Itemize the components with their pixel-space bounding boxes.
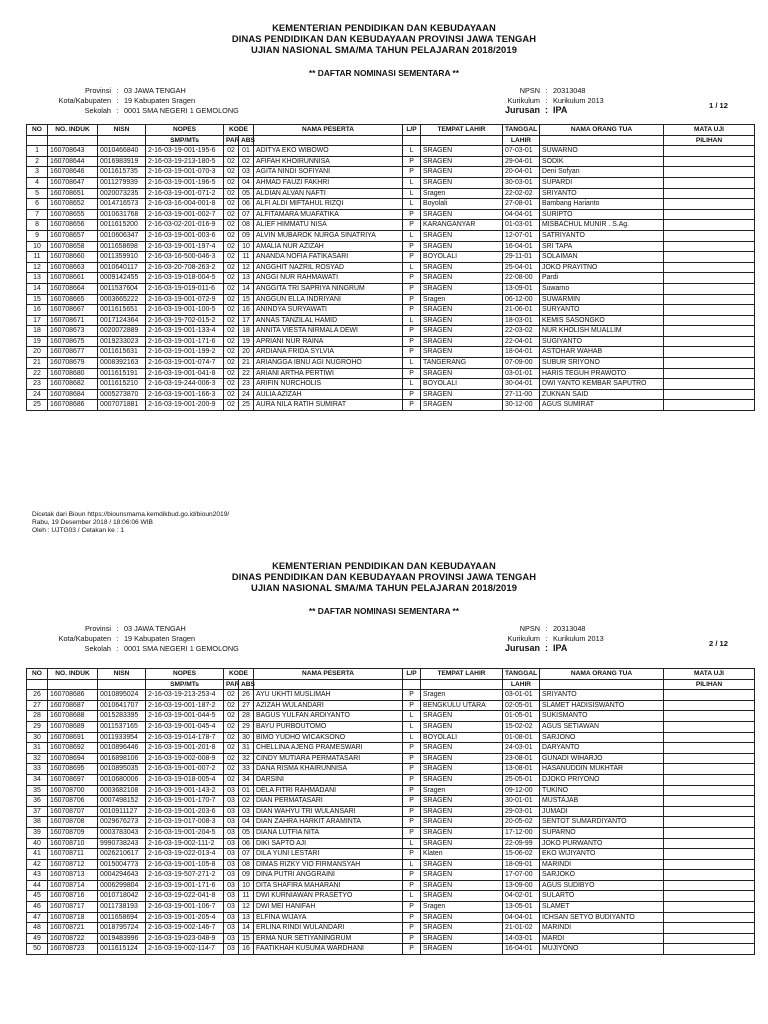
header-dinas: DINAS PENDIDIKAN DAN KEBUDAYAAN PROVINSI JAWA TENGAH bbox=[231, 571, 537, 582]
kota-value: 19 Kabupaten Sragen bbox=[124, 96, 196, 105]
col-mapel-sub: PILIHAN bbox=[664, 135, 755, 146]
print-footer bbox=[32, 511, 229, 536]
jurusan-label: Jurusan bbox=[504, 643, 540, 653]
col-nopes: NOPES bbox=[146, 125, 224, 136]
col-tgl: TANGGAL bbox=[503, 669, 540, 680]
meta-block: Provinsi : 03 JAWA TENGAH Kota/Kabupaten : 19 Kabupaten Sragen Sekolah : 0001 SMA NEGERI 1 GEMOLONG NPSN : 20313048 Kurikulum : Kurikulum 2013 Jurusan : IPA 1 / 12 bbox=[0, 86, 768, 122]
table-row: 11 160708660 0011359910 2-16-03-16-500-046-3 02 11 ANANDA NOFIA FATIKASARI P BOYOLALI 29-11-01 SOLAIMAN bbox=[27, 252, 755, 263]
table-row: 25 160708686 0007071881 2-16-03-19-001-200-9 02 25 AURA NILA RATIH SUMIRAT P SRAGEN 30-12-00 AGUS SUMIRAT bbox=[27, 400, 755, 411]
header-ministry: KEMENTERIAN PENDIDIKAN DAN KEBUDAYAAN bbox=[272, 560, 496, 571]
footer-date: Rabu, 19 Desember 2018 / 18:06:06 WIB bbox=[32, 519, 153, 527]
table-row: 16 160708667 0011615651 2-16-03-19-001-100-5 02 16 ANINDYA SURYAWATI P SRAGEN 21-06-01 SURYANTO bbox=[27, 305, 755, 316]
col-nama: NAMA PESERTA bbox=[254, 669, 403, 680]
sekolah-label: Sekolah bbox=[84, 106, 111, 115]
table-row: 30 160708691 0011933954 2-16-03-19-014-178-7 02 30 BIMO YUDHO WICAKSONO L BOYOLALI 01-08-01 SARJONO bbox=[27, 732, 755, 743]
table-row: 1 160708643 0010466840 2-16-03-19-001-195-6 02 01 ADITYA EKO WIBOWO L SRAGEN 07-03-01 SUWARNO bbox=[27, 146, 755, 157]
provinsi-label: Provinsi bbox=[85, 624, 111, 633]
table-row: 27 160708687 0010641707 2-16-03-19-001-187-2 02 27 AZIZAH WULANDARI P BENGKULU UTARA 02-05-01 SLAMET HADISISWANTO bbox=[27, 700, 755, 711]
table-row: 40 160708710 9990738243 2-16-03-19-002-111-2 03 06 DIKI SAPTO AJI L SRAGEN 22-09-99 JOKO PURWANTO bbox=[27, 838, 755, 849]
table-row: 2 160708644 0016983919 2-16-03-19-213-180-5 02 02 AFIFAH KHOIRUNNISA P SRAGEN 29-04-01 SODIK bbox=[27, 156, 755, 167]
col-nopes: NOPES bbox=[146, 669, 224, 680]
table-row: 13 160708661 0009142455 2-16-03-19-018-004-5 02 13 ANGGI NUR RAHMAWATI P SRAGEN 22-08-00 Pardi bbox=[27, 273, 755, 284]
col-ortu: NAMA ORANG TUA bbox=[540, 669, 664, 680]
jurusan-value: IPA bbox=[553, 105, 568, 115]
col-nisn: NISN bbox=[98, 669, 146, 680]
npsn-label: NPSN bbox=[519, 86, 540, 95]
header-ministry: KEMENTERIAN PENDIDIKAN DAN KEBUDAYAAN bbox=[272, 22, 496, 33]
table-row: 49 160708722 0019483996 2-16-03-19-023-048-9 03 15 ERMA NUR SETIYANINGRUM P SRAGEN 14-03-01 MARDI bbox=[27, 933, 755, 944]
table-row: 46 160708717 0011738193 2-16-03-19-001-106-7 03 12 DWI MEI HANIFAH P Sragen 13-05-01 SLAMET bbox=[27, 902, 755, 913]
table-row: 37 160708707 0010911127 2-16-03-19-001-203-6 03 03 DIAN WAHYU TRI WULANSARI P SRAGEN 29-03-01 JUMADI bbox=[27, 806, 755, 817]
footer-operator: Oleh : UJTG03 / Cetakan ke : 1 bbox=[32, 527, 124, 535]
report-subtitle: ** DAFTAR NOMINASI SEMENTARA ** bbox=[308, 606, 460, 616]
table-row: 6 160708652 0014716573 2-16-03-16-004-001-8 02 06 ALFI ALDI MIFTAHUL RIZQI L Boyolali 27-08-01 Bambang Harianto bbox=[27, 199, 755, 210]
report-page-2 bbox=[0, 560, 768, 953]
col-nopes-sub: SMP/MTs bbox=[146, 679, 224, 690]
col-no: NO bbox=[27, 125, 48, 136]
table-row: 48 160708721 0018795724 2-16-03-19-002-146-7 03 14 ERLINA RINDI WULANDARI P SRAGEN 21-01-02 MARINDI bbox=[27, 923, 755, 934]
nominee-table bbox=[26, 124, 755, 411]
table-body bbox=[27, 690, 755, 955]
col-lp: L/P bbox=[403, 125, 421, 136]
table-row: 36 160708706 0007498152 2-16-03-19-001-170-7 03 02 DIAN PERMATASARI P SRAGEN 30-01-01 MUSTAJAB bbox=[27, 796, 755, 807]
provinsi-label: Provinsi bbox=[85, 86, 111, 95]
table-row: 22 160708680 0011615191 2-16-03-19-001-041-8 02 22 ARIANI ARTHA PERTIWI P SRAGEN 03-01-01 HARIS TEGUH PRAWOTO bbox=[27, 368, 755, 379]
table-row: 50 160708723 0011615124 2-16-03-19-002-114-7 03 16 FAATIKHAH KUSUMA WARDHANI P SRAGEN 16-04-01 MUJIYONO bbox=[27, 944, 755, 955]
npsn-value: 20313048 bbox=[553, 86, 586, 95]
table-row: 3 160708646 0011615735 2-16-03-19-001-070-3 02 03 AGITA NINDI SOFIYANI P SRAGEN 20-04-01 Deni Sofyan bbox=[27, 167, 755, 178]
col-nopes-sub: SMP/MTs bbox=[146, 135, 224, 146]
col-abs: ABS bbox=[239, 679, 254, 690]
kurikulum-value: Kurikulum 2013 bbox=[553, 634, 604, 643]
col-par: PAR bbox=[224, 135, 239, 146]
page-number: 2 / 12 bbox=[709, 639, 728, 648]
kurikulum-label: Kurikulum bbox=[507, 634, 540, 643]
table-row: 32 160708694 0016898106 2-16-03-19-002-008-9 02 32 CINDY MUTIARA PERMATASARI P SRAGEN 23-08-01 GUNADI WIHARJO bbox=[27, 753, 755, 764]
table-row: 18 160708673 0020072889 2-16-03-19-001-133-4 02 18 ANNITA VIESTA NIRMALA DEWI P SRAGEN 22-03-02 NUR KHOLISH MUALLIM bbox=[27, 326, 755, 337]
footer-source: Dicetak dari Bioun https://biounsmama.kemdikbud.go.id/bioun2019/ bbox=[32, 511, 230, 518]
table-row: 21 160708679 0008392163 2-16-03-19-001-074-7 02 21 ARIANGGA IBNU AGI NUGROHO L TANGERANG 07-09-00 SUBUR SRIYONO bbox=[27, 358, 755, 369]
table-row: 17 160708671 0017124364 2-16-03-19-702-015-2 02 17 ANNAS TANZILAL HAMID L SRAGEN 18-03-01 KEMIS SASONGKO bbox=[27, 315, 755, 326]
table-row: 47 160708718 0011658694 2-16-03-19-001-205-4 03 13 ELFINA WIJAYA P SRAGEN 04-04-01 ICHSAN SETYO BUDIYANTO bbox=[27, 912, 755, 923]
col-kode: KODE bbox=[224, 125, 254, 136]
col-lp: L/P bbox=[403, 669, 421, 680]
table-row: 31 160708692 0010896446 2-16-03-19-001-201-8 02 31 CHELLINA AJENG PRAMESWARI P SRAGEN 24-03-01 DARYANTO bbox=[27, 743, 755, 754]
provinsi-value: 03 JAWA TENGAH bbox=[124, 624, 186, 633]
table-row: 26 160708686 0010895024 2-16-03-19-213-253-4 02 26 AYU UKHTI MUSLIMAH P Sragen 03-01-01 SRIYANTO bbox=[27, 690, 755, 701]
header-exam: UJIAN NASIONAL SMA/MA TAHUN PELAJARAN 2018/2019 bbox=[250, 582, 518, 593]
table-body bbox=[27, 146, 755, 411]
kota-label: Kota/Kabupaten bbox=[58, 96, 111, 105]
header-exam: UJIAN NASIONAL SMA/MA TAHUN PELAJARAN 2018/2019 bbox=[250, 44, 518, 55]
table-row: 23 160708682 0011615210 2-16-03-19-244-006-3 02 23 ARIFIN NURCHOLIS L BOYOLALI 30-04-01 DWI YANTO KEMBAR SAPUTRO bbox=[27, 379, 755, 390]
col-tempat: TEMPAT LAHIR bbox=[421, 125, 503, 136]
kurikulum-label: Kurikulum bbox=[507, 96, 540, 105]
nominee-table bbox=[26, 668, 755, 955]
table-row: 15 160708665 0003665222 2-16-03-19-001-072-9 02 15 ANGGUN ELLA INDRIYANI P Sragen 06-12-00 SUWARMIN bbox=[27, 294, 755, 305]
page-number: 1 / 12 bbox=[709, 101, 728, 110]
col-nisn: NISN bbox=[98, 125, 146, 136]
report-page-1 bbox=[0, 22, 768, 535]
table-row: 43 160708713 0004294643 2-16-03-19-507-271-2 03 09 DINA PUTRI ANGGRAINI P SRAGEN 17-07-00 SARJOKO bbox=[27, 870, 755, 881]
sekolah-value: 0001 SMA NEGERI 1 GEMOLONG bbox=[124, 644, 239, 653]
npsn-label: NPSN bbox=[519, 624, 540, 633]
col-tgl-sub: LAHIR bbox=[503, 135, 540, 146]
sekolah-label: Sekolah bbox=[84, 644, 111, 653]
table-row: 38 160708708 0029676273 2-16-03-19-017-008-3 03 04 DIAN ZAHRA HARKIT ARAMINTA P SRAGEN 20-05-02 SENTOT SUMARDIYANTO bbox=[27, 817, 755, 828]
table-row: 19 160708675 0019233023 2-16-03-19-001-171-6 02 19 APRIANI NUR RAINA P SRAGEN 22-04-01 SUGIYANTO bbox=[27, 336, 755, 347]
col-tgl-sub: LAHIR bbox=[503, 679, 540, 690]
table-row: 8 160708656 0011615200 2-16-03-02-201-016-9 02 08 ALIEF HIMMATU NISA P KARANGANYAR 01-03-01 MISBACHUL MUNIR . S.Ag. bbox=[27, 220, 755, 231]
table-row: 12 160708663 0010640117 2-16-03-20-708-263-2 02 12 ANGGHIT NAZRIL ROSYAD L SRAGEN 25-04-01 JOKO PRAYITNO bbox=[27, 262, 755, 273]
jurusan-label: Jurusan bbox=[504, 105, 540, 115]
table-row: 33 160708695 0010895035 2-16-03-19-001-007-2 02 33 DANA RISMA KHAIRUNNISA P SRAGEN 13-08-01 HASANUDDIN MUKHTAR bbox=[27, 764, 755, 775]
kurikulum-value: Kurikulum 2013 bbox=[553, 96, 604, 105]
header bbox=[0, 560, 768, 593]
table-row: 39 160708709 0003783043 2-16-03-19-001-204-5 03 05 DIANA LUTFIA NITA P SRAGEN 17-12-00 SUPARNO bbox=[27, 827, 755, 838]
col-par: PAR bbox=[224, 679, 239, 690]
kota-value: 19 Kabupaten Sragen bbox=[124, 634, 196, 643]
col-induk: NO. INDUK bbox=[48, 669, 98, 680]
table-row: 4 160708647 0011279939 2-16-03-19-001-196-5 02 04 AHMAD FAUZI FAKHRI L SRAGEN 30-03-01 SUPARDI bbox=[27, 177, 755, 188]
table-row: 35 160708700 0003682108 2-16-03-19-001-143-2 03 01 DELA FITRI RAHMADANI P Sragen 09-12-00 TUKINO bbox=[27, 785, 755, 796]
col-abs: ABS bbox=[239, 135, 254, 146]
table-row: 5 160708651 0020073235 2-16-03-19-001-071-2 02 05 ALDIAN ALVAN NAFTI L Sragen 22-02-02 SRIYANTO bbox=[27, 188, 755, 199]
table-row: 10 160708658 0011658698 2-16-03-19-001-197-4 02 10 AMALIA NUR AZIZAH P SRAGEN 16-04-01 SRI TAPA bbox=[27, 241, 755, 252]
table-row: 24 160708684 0005273870 2-16-03-19-001-166-3 02 24 AULIA AZIZAH P SRAGEN 27-11-00 ZUKNAN SAID bbox=[27, 389, 755, 400]
kota-label: Kota/Kabupaten bbox=[58, 634, 111, 643]
report-subtitle: ** DAFTAR NOMINASI SEMENTARA ** bbox=[308, 68, 460, 78]
table-row: 42 160708712 0015004773 2-16-03-19-001-105-8 03 08 DIMAS RIZKY VIO FIRMANSYAH L SRAGEN 18-09-01 MARINDI bbox=[27, 859, 755, 870]
npsn-value: 20313048 bbox=[553, 624, 586, 633]
col-no: NO bbox=[27, 669, 48, 680]
table-row: 14 160708664 0011537604 2-16-03-19-019-011-6 02 14 ANGGITA TRI SAPRIYA NINGRUM P SRAGEN 13-09-01 Suwarno bbox=[27, 283, 755, 294]
table-row: 20 160708677 0011615631 2-16-03-19-001-199-2 02 20 ARDIANA FRIDA SYLVIA P SRAGEN 18-04-01 ASTOHAR WAHAB bbox=[27, 347, 755, 358]
col-mapel: MATA UJI bbox=[664, 669, 755, 680]
col-nama: NAMA PESERTA bbox=[254, 125, 403, 136]
table-row: 34 160708697 0010680006 2-16-03-19-018-005-4 02 34 DARSINI P SRAGEN 25-05-01 DJOKO PRIYONO bbox=[27, 774, 755, 785]
col-tempat: TEMPAT LAHIR bbox=[421, 669, 503, 680]
col-kode: KODE bbox=[224, 669, 254, 680]
meta-block: Provinsi : 03 JAWA TENGAH Kota/Kabupaten : 19 Kabupaten Sragen Sekolah : 0001 SMA NEGERI 1 GEMOLONG NPSN : 20313048 Kurikulum : Kurikulum 2013 Jurusan : IPA 2 / 12 bbox=[0, 624, 768, 660]
table-row: 7 160708655 0010631768 2-16-03-19-001-002-7 02 07 ALFITAMARA MUAFATIKA P SRAGEN 04-04-01 SURIPTO bbox=[27, 209, 755, 220]
provinsi-value: 03 JAWA TENGAH bbox=[124, 86, 186, 95]
table-row: 28 160708688 0015283395 2-16-03-19-001-044-5 02 28 BAGUS YULFAN ARDIYANTO L SRAGEN 01-05-01 SUKISMANTO bbox=[27, 711, 755, 722]
col-ortu: NAMA ORANG TUA bbox=[540, 125, 664, 136]
table-row: 45 160708716 0010718042 2-16-03-19-022-041-8 03 11 DWI KURNIAWAN PRASETYO L SRAGEN 04-02-01 SULARTO bbox=[27, 891, 755, 902]
table-row: 9 160708657 0010606347 2-16-03-19-001-003-6 02 09 ALVIN MUBAROK NURGA SINATRIYA L SRAGEN 12-07-01 SATRIYANTO bbox=[27, 230, 755, 241]
col-tgl: TANGGAL bbox=[503, 125, 540, 136]
col-mapel: MATA UJI bbox=[664, 125, 755, 136]
col-induk: NO. INDUK bbox=[48, 125, 98, 136]
table-row: 41 160708711 0026210617 2-16-03-19-022-013-4 03 07 DILA YUNI LESTARI P Klaten 15-06-02 EKO WIJIYANTO bbox=[27, 849, 755, 860]
table-row: 44 160708714 0006299804 2-16-03-19-001-171-6 03 10 DITA SHAFIRA MAHARANI P SRAGEN 13-09-00 AGUS SUDIBYO bbox=[27, 880, 755, 891]
header-dinas: DINAS PENDIDIKAN DAN KEBUDAYAAN PROVINSI JAWA TENGAH bbox=[231, 33, 537, 44]
table-row: 29 160708689 0011537165 2-16-03-19-001-045-4 02 29 BAYU PURBOUTOMO L SRAGEN 15-02-02 AGUS SETIAWAN bbox=[27, 721, 755, 732]
jurusan-value: IPA bbox=[553, 643, 568, 653]
sekolah-value: 0001 SMA NEGERI 1 GEMOLONG bbox=[124, 106, 239, 115]
header bbox=[0, 22, 768, 55]
col-mapel-sub: PILIHAN bbox=[664, 679, 755, 690]
